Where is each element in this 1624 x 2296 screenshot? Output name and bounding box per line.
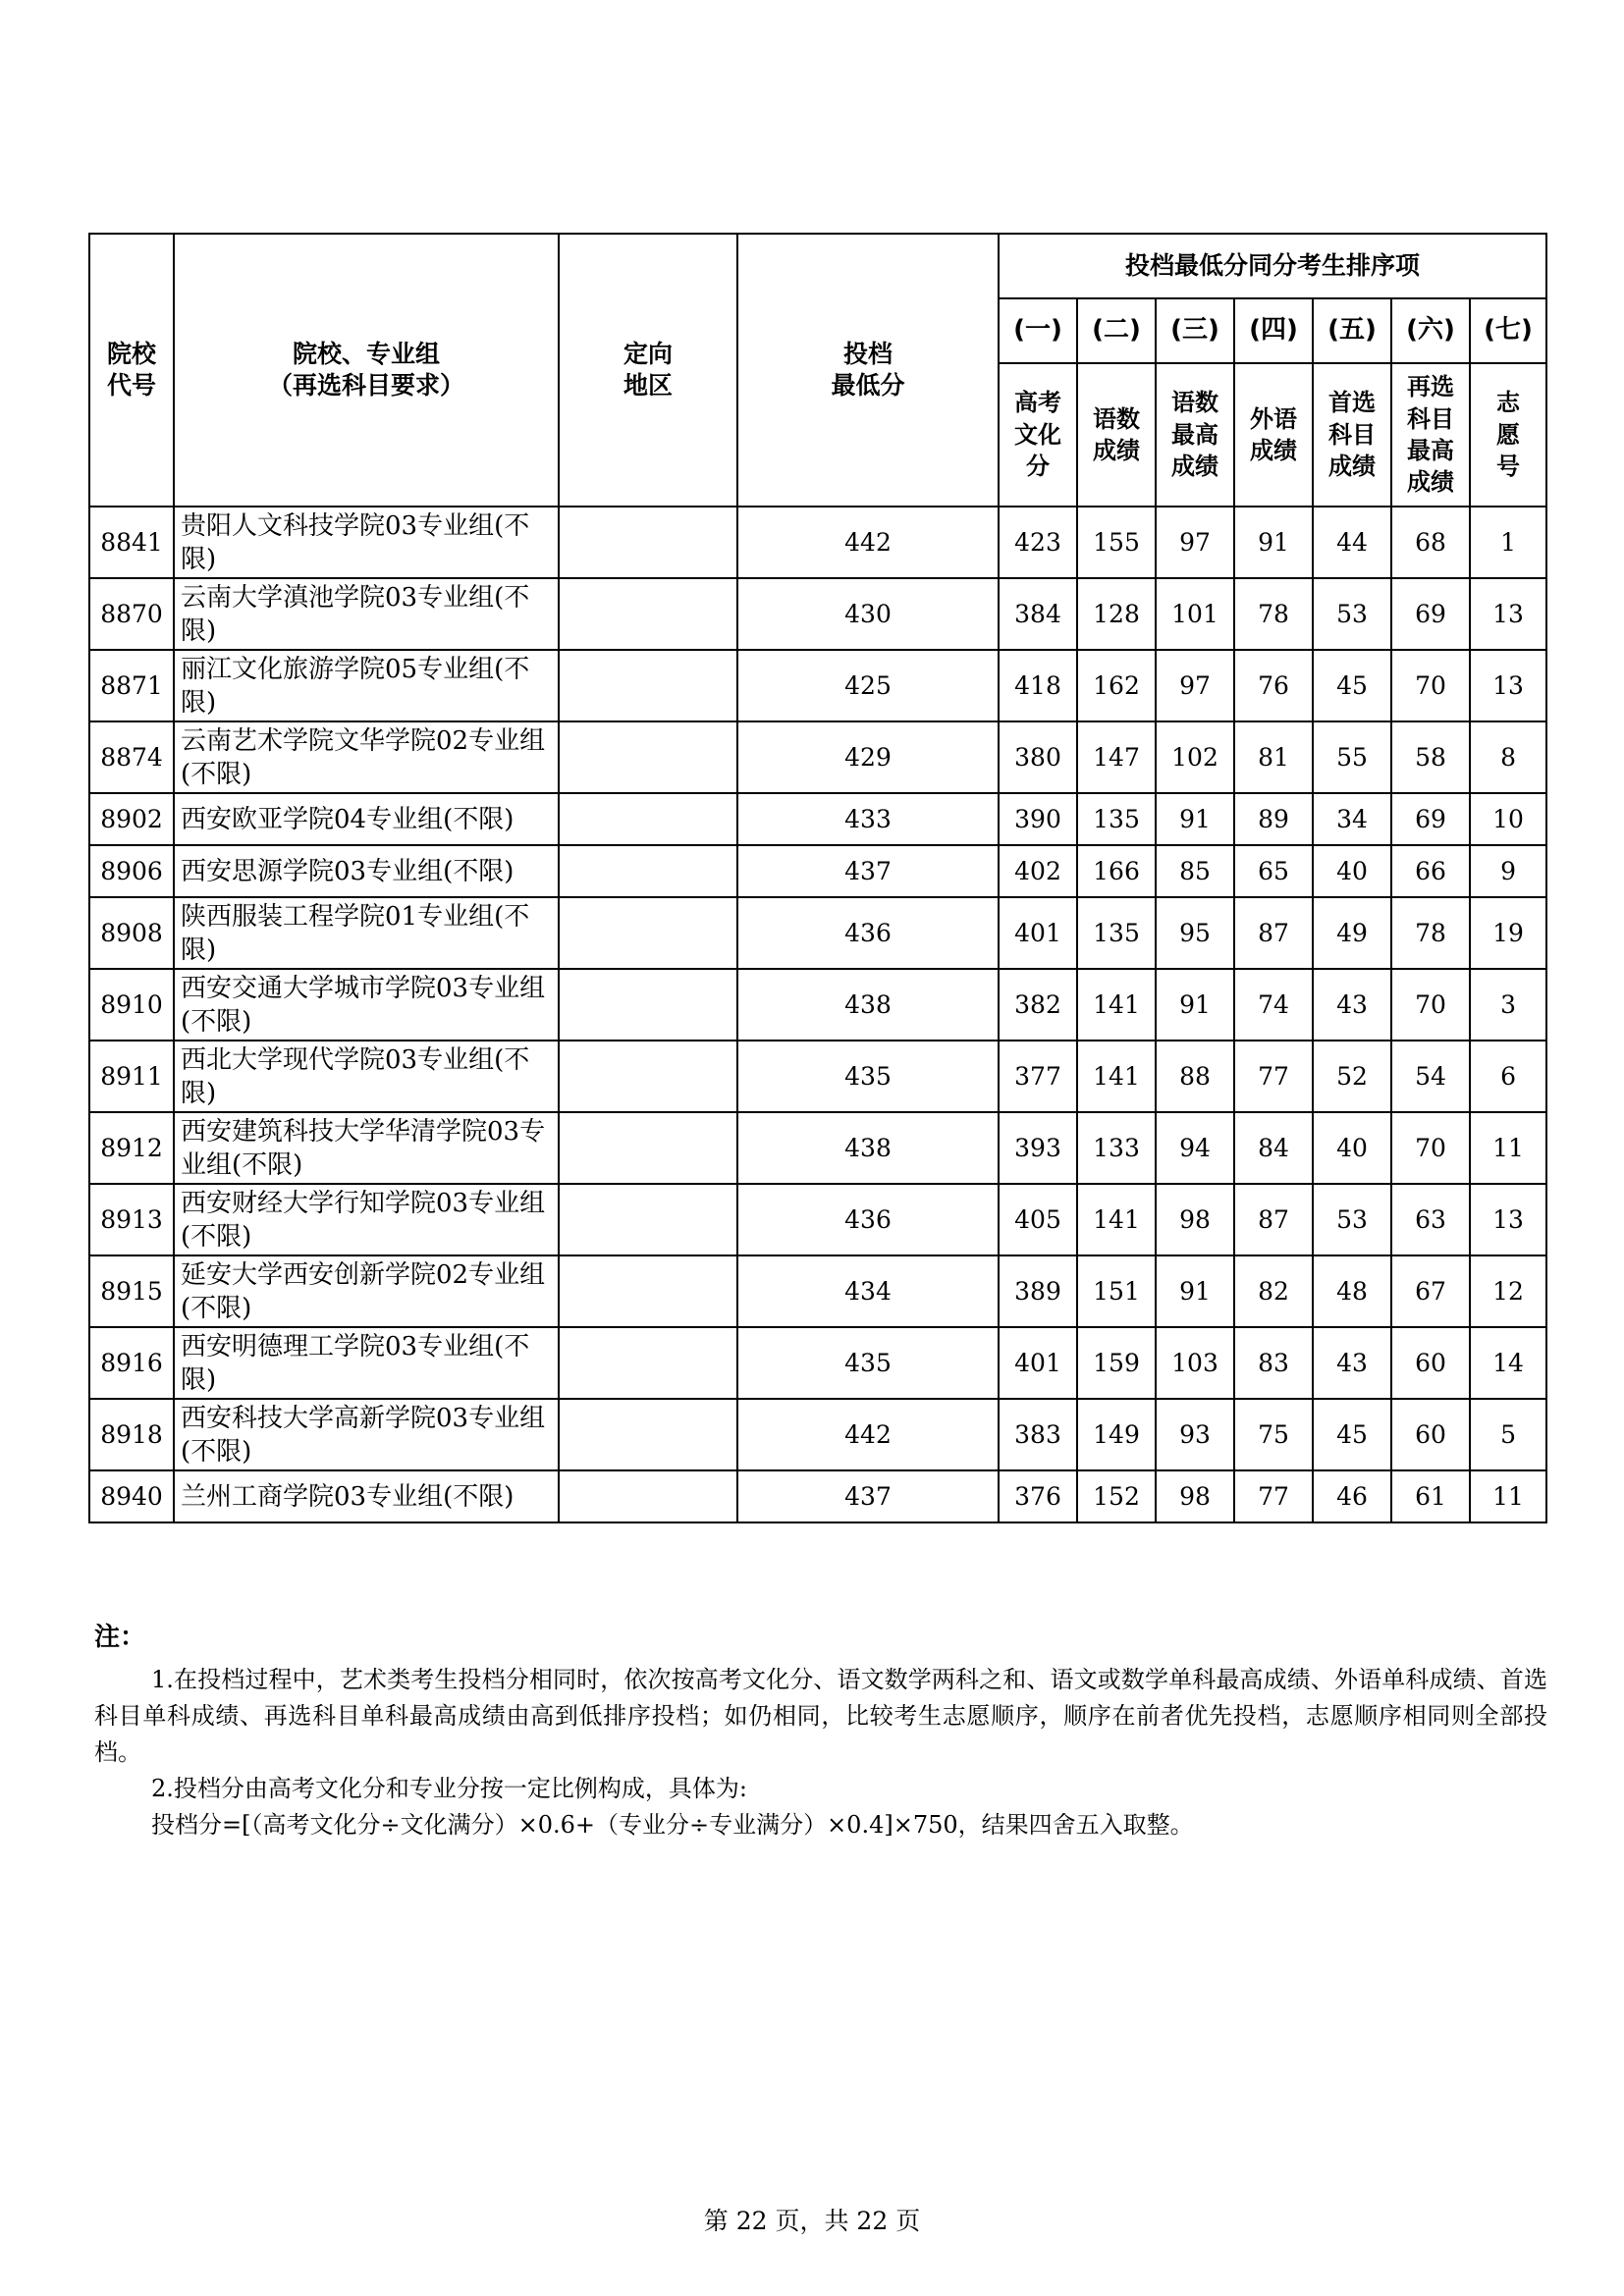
note-formula: 投档分=[（高考文化分÷文化满分）×0.6+（专业分÷专业满分）×0.4]×750，结果四舍五入取整。 [151,1811,1194,1839]
cell-tiebreak: 393 [999,1112,1077,1184]
cell-tiebreak: 384 [999,578,1077,650]
cell-name: 西安思源学院03专业组(不限) [174,845,559,897]
cell-tiebreak: 12 [1470,1255,1546,1327]
cell-tiebreak: 83 [1234,1327,1313,1399]
cell-tiebreak: 405 [999,1184,1077,1255]
cell-tiebreak: 389 [999,1255,1077,1327]
cell-tiebreak: 97 [1156,507,1234,578]
cell-tiebreak: 40 [1313,845,1391,897]
cell-region [559,1112,737,1184]
header-tiebreak-num: (五) [1313,298,1391,363]
cell-region [559,1041,737,1112]
table-row [89,969,1546,1041]
cell-name: 西安科技大学高新学院03专业组(不限) [174,1399,559,1470]
table-row [89,507,1546,578]
cell-tiebreak: 53 [1313,1184,1391,1255]
cell-tiebreak: 70 [1391,1112,1470,1184]
cell-tiebreak: 5 [1470,1399,1546,1470]
cell-tiebreak: 383 [999,1399,1077,1470]
cell-name: 陕西服装工程学院01专业组(不限) [174,897,559,969]
cell-tiebreak: 401 [999,897,1077,969]
cell-tiebreak: 55 [1313,721,1391,793]
header-tiebreak-label: 志 愿 号 [1470,363,1546,507]
cell-min-score: 437 [737,1470,999,1522]
cell-name: 西安明德理工学院03专业组(不限) [174,1327,559,1399]
cell-region [559,1255,737,1327]
table-row [89,1041,1546,1112]
cell-min-score: 442 [737,1399,999,1470]
cell-tiebreak: 91 [1156,969,1234,1041]
cell-tiebreak: 14 [1470,1327,1546,1399]
cell-tiebreak: 89 [1234,793,1313,845]
table-row [89,1112,1546,1184]
cell-tiebreak: 377 [999,1041,1077,1112]
cell-tiebreak: 166 [1077,845,1156,897]
cell-code: 8902 [89,793,174,845]
cell-tiebreak: 128 [1077,578,1156,650]
cell-code: 8911 [89,1041,174,1112]
cell-region [559,507,737,578]
cell-tiebreak: 44 [1313,507,1391,578]
cell-tiebreak: 74 [1234,969,1313,1041]
cell-code: 8908 [89,897,174,969]
cell-tiebreak: 376 [999,1470,1077,1522]
cell-tiebreak: 34 [1313,793,1391,845]
cell-region [559,1327,737,1399]
cell-tiebreak: 133 [1077,1112,1156,1184]
cell-region [559,969,737,1041]
cell-tiebreak: 88 [1156,1041,1234,1112]
cell-name: 西安交通大学城市学院03专业组(不限) [174,969,559,1041]
cell-tiebreak: 11 [1470,1470,1546,1522]
cell-tiebreak: 48 [1313,1255,1391,1327]
cell-tiebreak: 77 [1234,1470,1313,1522]
header-tiebreak-label: 再选 科目 最高 成绩 [1391,363,1470,507]
cell-code: 8913 [89,1184,174,1255]
cell-tiebreak: 60 [1391,1327,1470,1399]
cell-tiebreak: 43 [1313,969,1391,1041]
cell-name: 贵阳人文科技学院03专业组(不限) [174,507,559,578]
cell-min-score: 435 [737,1327,999,1399]
cell-tiebreak: 155 [1077,507,1156,578]
cell-region [559,897,737,969]
header-code: 院校 代号 [89,234,174,507]
cell-tiebreak: 380 [999,721,1077,793]
cell-tiebreak: 65 [1234,845,1313,897]
cell-tiebreak: 43 [1313,1327,1391,1399]
cell-tiebreak: 423 [999,507,1077,578]
cell-tiebreak: 84 [1234,1112,1313,1184]
cell-code: 8871 [89,650,174,721]
cell-tiebreak: 135 [1077,793,1156,845]
cell-tiebreak: 82 [1234,1255,1313,1327]
cell-tiebreak: 19 [1470,897,1546,969]
cell-tiebreak: 69 [1391,793,1470,845]
header-tiebreak-label: 高考 文化 分 [999,363,1077,507]
header-tiebreak-label: 语数 成绩 [1077,363,1156,507]
table-row [89,793,1546,845]
cell-tiebreak: 3 [1470,969,1546,1041]
cell-name: 丽江文化旅游学院05专业组(不限) [174,650,559,721]
cell-tiebreak: 78 [1234,578,1313,650]
cell-name: 西安欧亚学院04专业组(不限) [174,793,559,845]
cell-tiebreak: 40 [1313,1112,1391,1184]
table-body [89,507,1546,1522]
cell-code: 8906 [89,845,174,897]
note-item-2: 2.投档分由高考文化分和专业分按一定比例构成，具体为: [151,1775,747,1802]
cell-tiebreak: 13 [1470,650,1546,721]
cell-tiebreak: 67 [1391,1255,1470,1327]
cell-tiebreak: 103 [1156,1327,1234,1399]
cell-tiebreak: 91 [1156,793,1234,845]
cell-tiebreak: 46 [1313,1470,1391,1522]
cell-tiebreak: 76 [1234,650,1313,721]
cell-tiebreak: 141 [1077,1184,1156,1255]
cell-tiebreak: 418 [999,650,1077,721]
cell-min-score: 436 [737,897,999,969]
cell-name: 兰州工商学院03专业组(不限) [174,1470,559,1522]
cell-tiebreak: 45 [1313,1399,1391,1470]
table-row [89,1399,1546,1470]
cell-tiebreak: 53 [1313,578,1391,650]
cell-code: 8915 [89,1255,174,1327]
cell-tiebreak: 13 [1470,1184,1546,1255]
cell-min-score: 435 [737,1041,999,1112]
cell-tiebreak: 45 [1313,650,1391,721]
cell-tiebreak: 402 [999,845,1077,897]
cell-code: 8940 [89,1470,174,1522]
cell-tiebreak: 78 [1391,897,1470,969]
table-row [89,897,1546,969]
header-tiebreak-label: 语数 最高 成绩 [1156,363,1234,507]
cell-tiebreak: 9 [1470,845,1546,897]
cell-code: 8912 [89,1112,174,1184]
cell-tiebreak: 8 [1470,721,1546,793]
header-tiebreak-num: (三) [1156,298,1234,363]
cell-tiebreak: 6 [1470,1041,1546,1112]
table-row [89,721,1546,793]
cell-code: 8918 [89,1399,174,1470]
table-row [89,650,1546,721]
cell-tiebreak: 95 [1156,897,1234,969]
table-row [89,1184,1546,1255]
notes-title: 注： [94,1623,146,1652]
note-item-1: 1.在投档过程中，艺术类考生投档分相同时，依次按高考文化分、语文数学两科之和、语文或数学单科最高成绩、外语单科成绩、首选科目单科成绩、再选科目单科最高成绩由高到低排序投档；如仍相同，比较考生志愿顺序，顺序在前者优先投档，志愿顺序相同则全部投档。 [94,1666,1547,1766]
header-tiebreak-group: 投档最低分同分考生排序项 [999,234,1546,298]
table-row [89,1470,1546,1522]
header-min-score: 投档 最低分 [737,234,999,507]
cell-region [559,1470,737,1522]
cell-region [559,1184,737,1255]
header-region: 定向 地区 [559,234,737,507]
cell-name: 延安大学西安创新学院02专业组(不限) [174,1255,559,1327]
notes-section [94,1620,1547,1843]
cell-tiebreak: 81 [1234,721,1313,793]
cell-tiebreak: 87 [1234,897,1313,969]
cell-tiebreak: 401 [999,1327,1077,1399]
header-tiebreak-num: (四) [1234,298,1313,363]
cell-tiebreak: 61 [1391,1470,1470,1522]
cell-tiebreak: 85 [1156,845,1234,897]
cell-min-score: 442 [737,507,999,578]
cell-tiebreak: 68 [1391,507,1470,578]
cell-code: 8870 [89,578,174,650]
cell-tiebreak: 66 [1391,845,1470,897]
cell-name: 西安财经大学行知学院03专业组(不限) [174,1184,559,1255]
header-tiebreak-num: (六) [1391,298,1470,363]
cell-tiebreak: 152 [1077,1470,1156,1522]
cell-region [559,1399,737,1470]
header-tiebreak-label: 外语 成绩 [1234,363,1313,507]
cell-min-score: 437 [737,845,999,897]
cell-code: 8910 [89,969,174,1041]
cell-min-score: 434 [737,1255,999,1327]
cell-tiebreak: 87 [1234,1184,1313,1255]
cell-tiebreak: 69 [1391,578,1470,650]
cell-tiebreak: 49 [1313,897,1391,969]
cell-tiebreak: 147 [1077,721,1156,793]
cell-tiebreak: 13 [1470,578,1546,650]
cell-name: 云南艺术学院文华学院02专业组(不限) [174,721,559,793]
cell-min-score: 425 [737,650,999,721]
table-header [89,234,1546,507]
cell-name: 西安建筑科技大学华清学院03专业组(不限) [174,1112,559,1184]
cell-code: 8841 [89,507,174,578]
cell-min-score: 429 [737,721,999,793]
cell-region [559,793,737,845]
cell-min-score: 433 [737,793,999,845]
cell-min-score: 436 [737,1184,999,1255]
table-row [89,1255,1546,1327]
cell-region [559,650,737,721]
cell-tiebreak: 70 [1391,969,1470,1041]
cell-min-score: 438 [737,1112,999,1184]
admission-table [88,233,1547,1523]
cell-tiebreak: 11 [1470,1112,1546,1184]
table-row [89,845,1546,897]
cell-name: 西北大学现代学院03专业组(不限) [174,1041,559,1112]
table-row [89,578,1546,650]
cell-tiebreak: 159 [1077,1327,1156,1399]
cell-tiebreak: 77 [1234,1041,1313,1112]
cell-code: 8916 [89,1327,174,1399]
cell-tiebreak: 141 [1077,1041,1156,1112]
cell-tiebreak: 91 [1234,507,1313,578]
cell-tiebreak: 98 [1156,1184,1234,1255]
cell-region [559,721,737,793]
cell-tiebreak: 54 [1391,1041,1470,1112]
cell-name: 云南大学滇池学院03专业组(不限) [174,578,559,650]
cell-tiebreak: 52 [1313,1041,1391,1112]
cell-region [559,845,737,897]
cell-tiebreak: 93 [1156,1399,1234,1470]
cell-tiebreak: 151 [1077,1255,1156,1327]
cell-tiebreak: 390 [999,793,1077,845]
cell-tiebreak: 75 [1234,1399,1313,1470]
header-name: 院校、专业组 （再选科目要求） [174,234,559,507]
cell-tiebreak: 1 [1470,507,1546,578]
cell-tiebreak: 382 [999,969,1077,1041]
cell-code: 8874 [89,721,174,793]
cell-tiebreak: 97 [1156,650,1234,721]
cell-region [559,578,737,650]
cell-tiebreak: 101 [1156,578,1234,650]
cell-tiebreak: 162 [1077,650,1156,721]
cell-tiebreak: 102 [1156,721,1234,793]
cell-tiebreak: 91 [1156,1255,1234,1327]
cell-tiebreak: 149 [1077,1399,1156,1470]
cell-tiebreak: 135 [1077,897,1156,969]
cell-tiebreak: 70 [1391,650,1470,721]
cell-min-score: 430 [737,578,999,650]
header-tiebreak-num: (七) [1470,298,1546,363]
table-row [89,1327,1546,1399]
header-tiebreak-num: (二) [1077,298,1156,363]
cell-tiebreak: 141 [1077,969,1156,1041]
cell-tiebreak: 58 [1391,721,1470,793]
cell-tiebreak: 94 [1156,1112,1234,1184]
header-tiebreak-label: 首选 科目 成绩 [1313,363,1391,507]
cell-tiebreak: 63 [1391,1184,1470,1255]
cell-tiebreak: 60 [1391,1399,1470,1470]
cell-tiebreak: 98 [1156,1470,1234,1522]
page-footer: 第 22 页，共 22 页 [703,2207,921,2235]
cell-min-score: 438 [737,969,999,1041]
cell-tiebreak: 10 [1470,793,1546,845]
header-tiebreak-num: (一) [999,298,1077,363]
